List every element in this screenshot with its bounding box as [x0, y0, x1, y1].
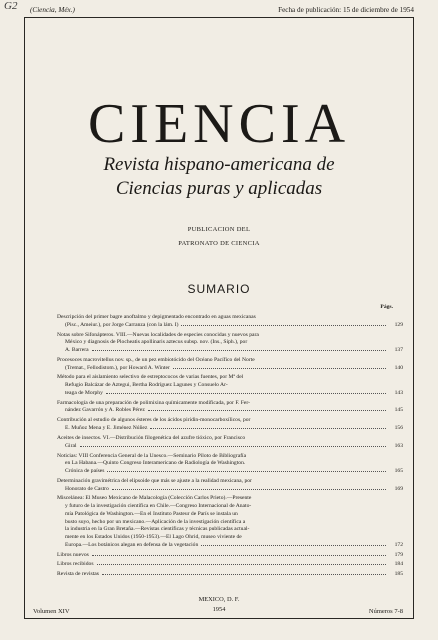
toc-page-number: 137 — [394, 347, 403, 353]
toc-line — [57, 382, 403, 390]
toc-page-number: 145 — [394, 407, 403, 414]
imprint-year: 1954 — [212, 606, 226, 613]
toc-line-text: Método para el aislamiento selectivo de estreptococos de varias fuentes, por Mª del — [57, 374, 244, 381]
toc-entry — [57, 314, 403, 329]
toc-line-text: Notas sobre Sifonápteros. VIII.—Nuevas localidades de especies conocidas y nuevos para — [57, 331, 259, 338]
journal-title: CIENCIA — [87, 93, 351, 155]
dot-leader — [102, 574, 386, 575]
toc-page-number: 165 — [394, 467, 403, 474]
toc-entry — [57, 571, 403, 579]
toc-line — [57, 322, 403, 330]
issue-numbers: Números 7-8 — [368, 608, 403, 615]
toc-line — [57, 486, 403, 494]
toc-line — [57, 495, 403, 503]
toc-line — [57, 478, 403, 486]
dot-leader — [97, 564, 386, 565]
toc-line-text: (Tremat., Fellodistom.), por Howard A. Winter — [65, 364, 170, 371]
dot-leader — [112, 489, 386, 490]
dot-leader — [107, 471, 386, 472]
toc-line-text: Revista de revistas — [57, 571, 99, 578]
toc-line-text: nández Gavarrón y A. Robles Pérez — [65, 407, 145, 414]
toc-page-number: 172 — [394, 541, 403, 548]
toc-line — [57, 425, 403, 433]
dot-leader — [150, 428, 386, 429]
dot-leader — [201, 545, 386, 546]
toc-page-number: 185 — [394, 571, 403, 578]
toc-entry — [57, 495, 403, 549]
toc-line — [57, 365, 403, 373]
dot-leader — [92, 555, 386, 556]
journal-place: (Ciencia, Méx.) — [30, 6, 75, 14]
toc-line — [57, 357, 403, 365]
publisher-line: PUBLICACION DEL — [187, 226, 251, 233]
volume-label: Volumen XIV — [33, 608, 70, 615]
toc-line-text: E. Muñoz Mena y E. Jiménez Núñez — [65, 425, 148, 432]
toc-line-text: mente en los Estados Unidos (1950-1953).—El Lago Ohrid, museo viviente de — [65, 533, 242, 540]
sumario-heading: SUMARIO — [187, 282, 251, 296]
toc-entry — [57, 357, 403, 372]
dot-leader — [92, 350, 386, 351]
dot-leader — [181, 325, 386, 326]
toc-line — [57, 460, 403, 468]
subtitle-line: Revista hispano-americana de — [103, 154, 335, 175]
toc-line-text: y futuro de la investigación científica en Chile.—Congreso Internacional de Anato- — [65, 503, 252, 510]
toc-line — [57, 561, 403, 569]
toc-line-text: (Pisc., Ameiur.), por Jorge Carranza (con la lám. I) — [65, 321, 179, 328]
toc-line-text: Descripción del primer bagre anoftalmo y depigmentado encontrado en aguas mexicanas — [57, 314, 256, 320]
toc-line — [57, 390, 403, 398]
toc-page-number: 140 — [394, 364, 403, 371]
toc-entry — [57, 374, 403, 397]
handwritten-page-mark: G2 — [4, 0, 18, 12]
toc-line — [57, 443, 403, 451]
toc-line-text: A. Barrera — [65, 347, 89, 353]
toc-line-text: busto suyo, hecho por un mexicano.—Aplicación de la investigación científica a — [65, 518, 246, 525]
toc-line-text: Refugio Balcázar de Aztegui, Bertha Rodríguez Lagunes y Consuelo Ar- — [65, 382, 228, 389]
toc-line — [57, 435, 403, 443]
toc-entry — [57, 453, 403, 476]
running-header — [30, 6, 414, 14]
toc-page-number: 179 — [394, 551, 403, 558]
toc-line-text: Libros recibidos — [57, 561, 94, 568]
publisher-block — [25, 223, 413, 251]
toc-line-text: Farmacología de una preparación de polimixina químicamente modificada, por F. Fer- — [57, 399, 250, 406]
toc-page-number: 184 — [394, 561, 403, 568]
toc-entry — [57, 400, 403, 415]
toc-line — [57, 552, 403, 560]
dot-leader — [173, 368, 386, 369]
toc-line — [57, 511, 403, 519]
toc-line — [57, 571, 403, 579]
publisher-line: PATRONATO DE CIENCIA — [178, 240, 260, 247]
toc-line-text: Aceites de insectos. VI.—Distribución filogenética del azufre tióxico, por Francisco — [57, 434, 246, 441]
toc-line — [57, 347, 403, 355]
toc-line-text: teaga de Morphy — [65, 389, 103, 396]
pages-column-label: Págs. — [380, 304, 393, 310]
toc-entry — [57, 478, 403, 493]
toc-page-number: 156 — [394, 425, 403, 432]
table-of-contents — [57, 314, 403, 581]
toc-line — [57, 526, 403, 534]
toc-line — [57, 400, 403, 408]
toc-line-text: Noticias: VIII Conferencia General de la Unesco.—Seminario Piloto de Bibliografía — [57, 452, 247, 459]
dot-leader — [80, 446, 387, 447]
toc-page-number: 143 — [394, 389, 403, 396]
imprint — [25, 595, 413, 615]
toc-line — [57, 407, 403, 415]
toc-line — [57, 339, 403, 347]
toc-line — [57, 453, 403, 461]
toc-line — [57, 534, 403, 542]
dot-leader — [106, 393, 386, 394]
toc-line — [57, 503, 403, 511]
imprint-city: MEXICO, D. F. — [198, 596, 240, 603]
toc-line-text: Crónica de países — [65, 467, 105, 474]
toc-page-number: 169 — [394, 485, 403, 492]
toc-line-text: México y diagnosis de Plocheatis apollinaris aztecus subsp. nov. (Ins., Siph.), por — [65, 339, 248, 346]
toc-line-text: Miscelánea: El Museo Mexicano de Malacología (Colección Carlos Prieto).—Presente — [57, 495, 252, 502]
toc-line — [57, 417, 403, 425]
toc-entry — [57, 417, 403, 432]
cover-frame — [24, 17, 414, 619]
toc-line-text: Honorato de Castro — [65, 485, 109, 492]
toc-line-text: Libros nuevos — [57, 551, 89, 558]
toc-line-text: Europa.—Los botánicos alegan en defensa de la vegetación — [65, 541, 199, 548]
toc-line-text: Contribución al estudio de algunos ésteres de los ácidos piridin-monocarboxílicos, por — [57, 417, 251, 424]
toc-line-text: Giral — [65, 442, 77, 449]
toc-page-number: 129 — [394, 321, 403, 328]
toc-line-text: Procesoces macrovitellus nov. sp., de un pez embiotócido del Océano Pacífico del Norte — [57, 356, 255, 363]
dot-leader — [148, 410, 386, 411]
toc-entry — [57, 561, 403, 569]
publication-date: Fecha de publicación: 15 de diciembre de 1954 — [278, 6, 414, 14]
toc-line — [57, 542, 403, 550]
toc-line-text: mía Patológica de Washington.—En el Instituto Pasteur de París se instala un — [65, 510, 238, 517]
toc-line — [57, 468, 403, 476]
toc-entry — [57, 332, 403, 355]
toc-entry — [57, 552, 403, 560]
toc-line-text: la industria en la Gran Bretaña.—Revistas científicas y técnicas publicadas actual- — [65, 526, 250, 533]
toc-entry — [57, 435, 403, 450]
toc-line — [57, 314, 403, 322]
subtitle-line: Ciencias puras y aplicadas — [115, 178, 323, 199]
journal-subtitle — [25, 153, 413, 201]
toc-line-text: en La Habana.—Quinto Congreso Interamericano de Radiología de Washington. — [65, 460, 246, 467]
toc-page-number: 163 — [394, 442, 403, 449]
toc-line-text: Determinación gravimétrica del elipsoide que más se ajuste a la realidad mexicana, por — [57, 477, 252, 484]
